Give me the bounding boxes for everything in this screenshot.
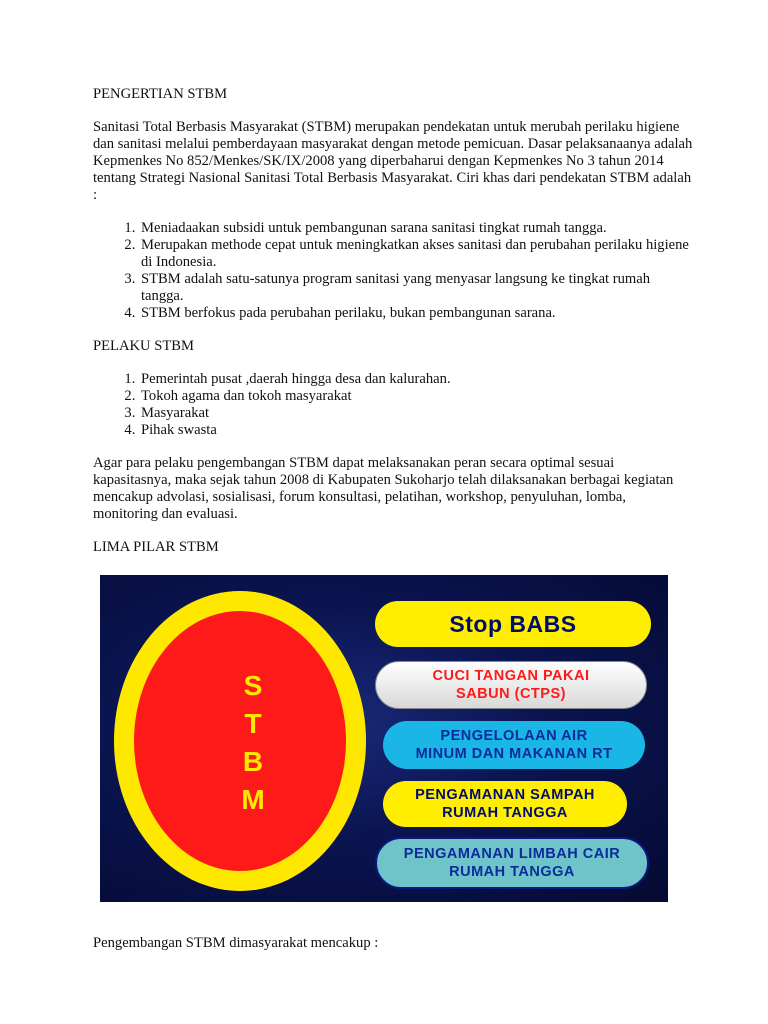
pillar-label: PENGAMANAN LIMBAH CAIR (403, 846, 621, 862)
pillar-label: PENGAMANAN SAMPAH (415, 787, 595, 803)
section-heading-pelaku: PELAKU STBM (93, 338, 194, 354)
caption-pengembangan: Pengembangan STBM dimasyarakat mencakup : (93, 934, 379, 951)
pillar-label: SABUN (CTPS) (456, 686, 566, 702)
list-item: 4. STBM berfokus pada perubahan perilaku, bukan pembangunan sarana. (139, 305, 693, 322)
pillar-label: RUMAH TANGGA (449, 864, 575, 880)
pillar-label: CUCI TANGAN PAKAI (432, 668, 590, 684)
stbm-circle (134, 611, 346, 871)
list-item: 3. Masyarakat (139, 405, 693, 422)
paragraph-pelaku: Agar para pelaku pengembangan STBM dapat melaksanakan peran secara optimal sesuai kapasitasnya, maka sejak tahun 2008 di Kabupaten Sukoharjo telah dilaksanakan berbagai kegiatan mencakup advolasi, sosialisasi, forum konsultasi, pelatihan, workshop, penyuluhan, lomba, monitoring dan evaluasi. (93, 455, 674, 522)
section-heading-pengertian: PENGERTIAN STBM (93, 86, 228, 102)
stbm-letter: T (244, 708, 262, 739)
stbm-letter: M (241, 784, 265, 815)
pillar-label: Stop BABS (449, 610, 577, 637)
list-item: 2. Merupakan methode cepat untuk meningkatkan akses sanitasi dan perubahan perilaku higiene di Indonesia. (139, 237, 693, 271)
list-item: 3. STBM adalah satu-satunya program sanitasi yang menyasar langsung ke tingkat rumah tangga. (139, 271, 693, 305)
list-item: 1. Meniadaakan subsidi untuk pembangunan sarana sanitasi tingkat rumah tangga. (139, 220, 693, 237)
list-item: 2. Tokoh agama dan tokoh masyarakat (139, 388, 693, 405)
pillar-stop-babs (375, 601, 651, 647)
pillar-ctps (375, 661, 647, 709)
pillar-label: PENGELOLAAN AIR (440, 728, 588, 744)
list-pelaku (93, 371, 693, 439)
document-body (93, 86, 693, 572)
paragraph-pengertian: Sanitasi Total Berbasis Masyarakat (STBM) merupakan pendekatan untuk merubah perilaku higiene dan sanitasi melalui pemberdayaan masyarakat dengan metode pemicuan. Dasar pelaksanaanya adalah Kepmenkes No 852/Menkes/SK/IX/2008 yang diperbaharui dengan Kepmenkes No 3 tahun 2014 tentang Strategi Nasional Sanitasi Total Berbasis Masyarakat. Ciri khas dari pendekatan STBM adalah : (93, 119, 693, 203)
section-heading-lima-pilar: LIMA PILAR STBM (93, 539, 219, 555)
stbm-letter: S (243, 670, 263, 701)
stbm-letter: B (242, 746, 264, 777)
pillar-air-minum (383, 721, 645, 769)
list-item: 4. Pihak swasta (139, 422, 693, 439)
pillar-limbah-cair (375, 837, 649, 889)
pillar-label: RUMAH TANGGA (442, 805, 568, 821)
list-item: 1. Pemerintah pusat ,daerah hingga desa dan kalurahan. (139, 371, 693, 388)
list-ciri-khas (93, 220, 693, 322)
pillar-label: MINUM DAN MAKANAN RT (415, 746, 613, 762)
pillar-sampah (383, 781, 627, 827)
lima-pilar-diagram (100, 575, 668, 902)
